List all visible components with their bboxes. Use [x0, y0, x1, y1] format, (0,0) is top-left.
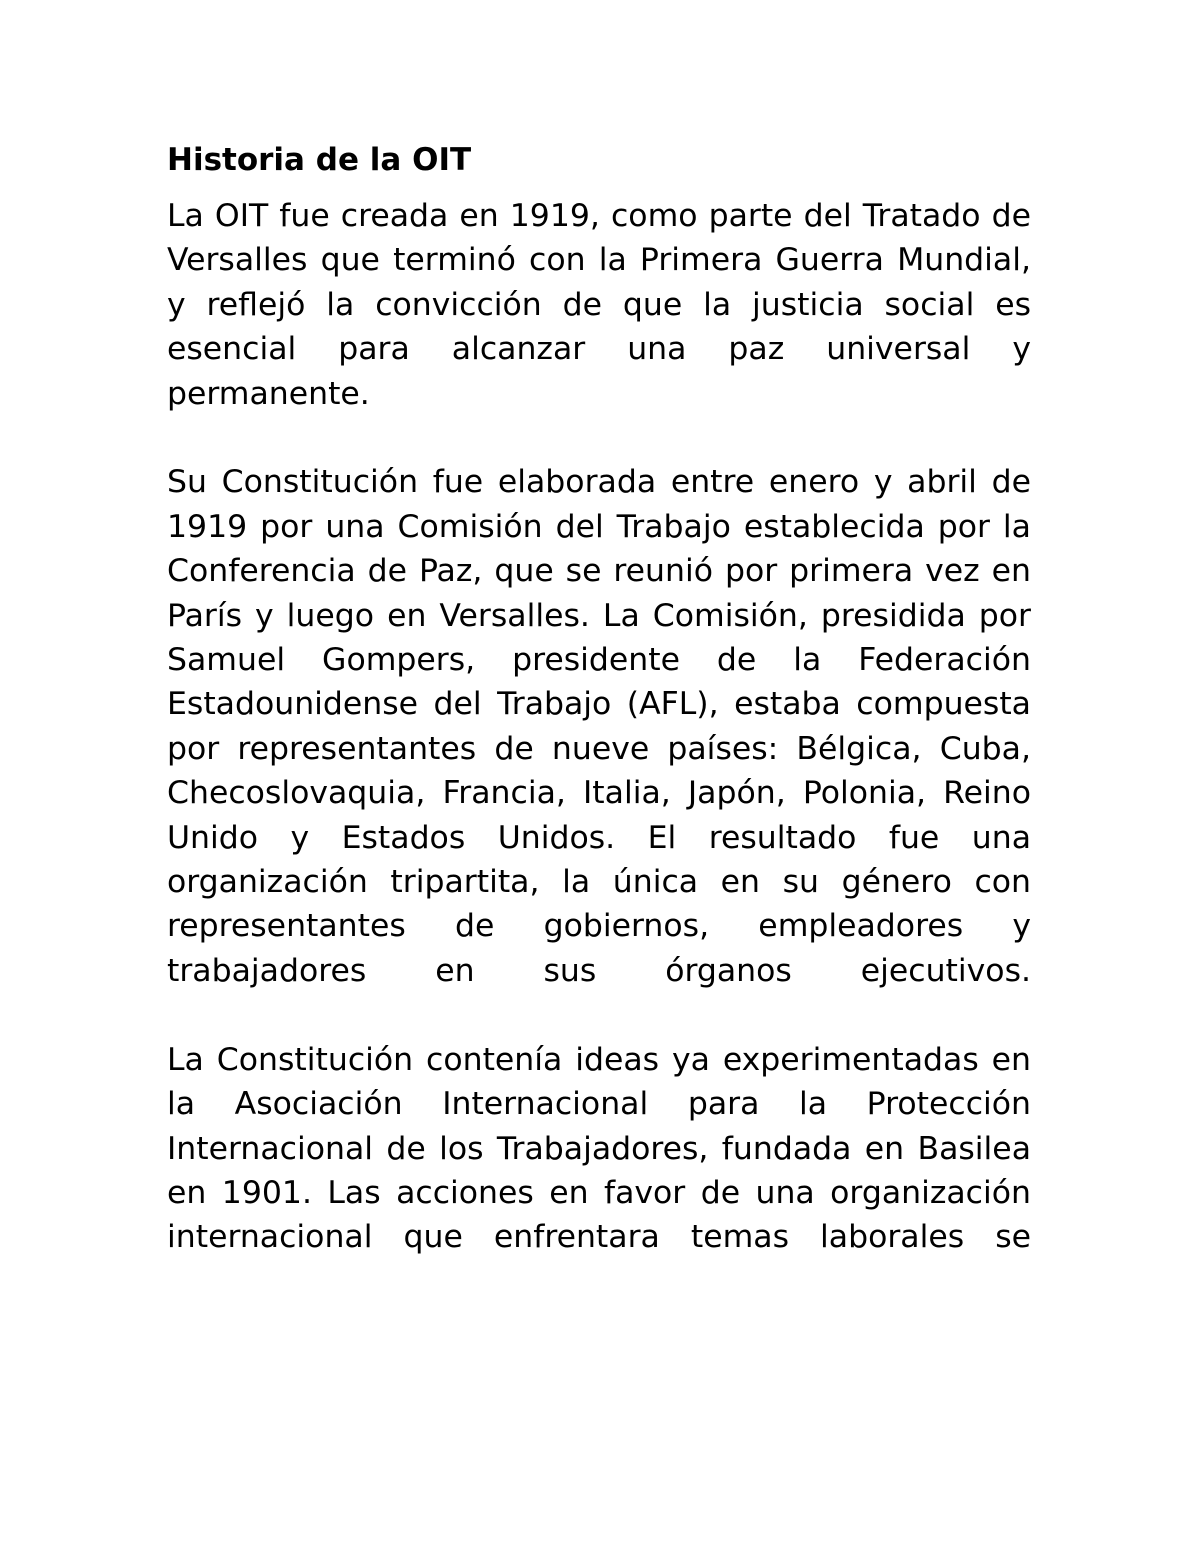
document-body [167, 138, 1031, 1260]
paragraph-spacer [167, 993, 1031, 1037]
paragraph-1: La OIT fue creada en 1919, como parte del Tratado de Versalles que terminó con la Primera Guerra Mundial, y reflejó la convicción de que la justicia social es esencial para alcanzar una paz universal y permanente. [167, 198, 1031, 412]
paragraph-3: La Constitución contenía ideas ya experimentadas en la Asociación Internacional para la Protección Internacional de los Trabajadores, fundada en Basilea en 1901. Las acciones en favor de una organización internacional que enfrentara temas laborales se [167, 1041, 1031, 1256]
paragraph-2: Su Constitución fue elaborada entre enero y abril de 1919 por una Comisión del Trabajo establecida por la Conferencia de Paz, que se reunió por primera vez en París y luego en Versalles. La Comisión, presidida por Samuel Gompers, presidente de la Federación Estadounidense del Trabajo (AFL), estaba compuesta por representantes de nueve países: Bélgica, Cuba, Checoslovaquia, Francia, Italia, Japón, Polonia, Reino Unido y Estados Unidos. El resultado fue una organización tripartita, la única en su género con representantes de gobiernos, empleadores y trabajadores en sus órganos ejecutivos. [167, 464, 1031, 989]
document-title: Historia de la OIT [167, 142, 472, 178]
paragraph-spacer [167, 416, 1031, 460]
